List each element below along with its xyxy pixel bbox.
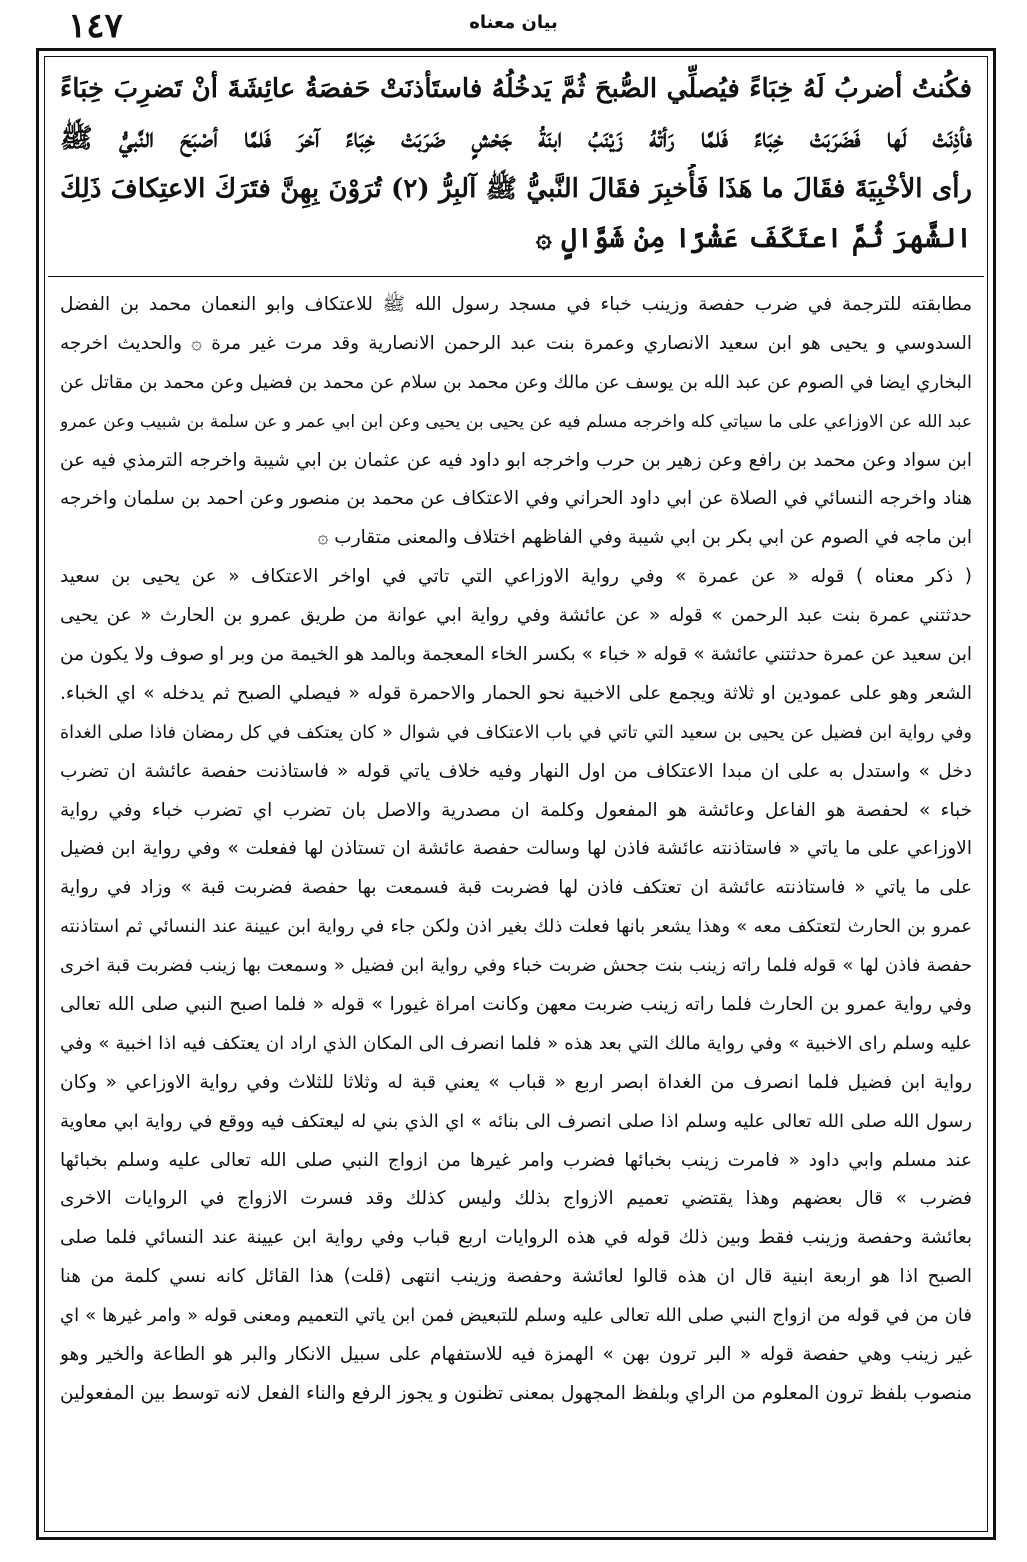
commentary-line: ( ذكر معناه ) قوله « عن عمرة » وفي رواية الاوزاعي التي تاتي في اواخر الاعتكاف « عن يحيى بن سعيد <box>60 566 972 588</box>
hadith-line: الشَّهرَ ثُمَّ اعتَكَفَ عَشْرًا مِنْ شَوَّالٍ ۞ <box>535 223 972 254</box>
hadith-line: فكُنتُ أضربُ لَهُ خِبَاءً فيُصلِّي الصُّبحَ ثُمَّ يَدخُلُهُ فاستَأذنَتْ حَفصَةُ عائِشَةَ أنْ تَضرِبَ خِبَاءً <box>60 74 972 104</box>
commentary-line: وفي رواية عمرو بن الحارث فلما راته زينب ضربت معهن وكانت امراة غيورا » قوله « فلما اصبح النبي صلى الله تعالى <box>60 994 972 1016</box>
commentary-line: الشعر وهو على عمودين او ثلاثة ويجمع على الاخبية نحو الحمار والاحمرة قوله « فيصلي الصبح ثم يدخله » اي الخباء. <box>60 682 972 704</box>
commentary-line: عليه وسلم راى الاخبية » وفي رواية مالك التي بعد هذه « فلما انصرف الى المكان الذي اراد ان يعتكف فيه اذا اخبية » وفي <box>60 1032 972 1054</box>
commentary-line: رواية ابن فضيل فلما انصرف من الغداة ابصر اربع « قباب » يعني قبة له وثلاثا للثلاث وفي رواية الاوزاعي « وكان <box>60 1071 972 1093</box>
commentary-line: عبد الله عن الاوزاعي على ما سياتي كله واخرجه مسلم فيه عن يحيى بن يحيى وعن ابن ابي عمر و عن سلمة بن شبيب وعن عمرو <box>60 411 972 432</box>
commentary-line: دخل » واستدل به على ان مبدا الاعتكاف من اول النهار وفيه خلاف ياتي قوله « فاستاذنت حفصة عائشة ان تضرب <box>60 760 972 782</box>
commentary-line: غير زينب وهي حفصة قوله « البر ترون بهن » الهمزة فيه للاستفهام على سبيل الانكار والبر هو الطاعة والخير وهو <box>60 1344 972 1366</box>
commentary-line: عمرو بن الحارث لتعتكف معه » وهذا يشعر بانها فعلت ذلك بغير اذن ولكن جاء في رواية ابن عيينة عند النسائي ثم استاذنته <box>60 916 972 938</box>
running-head: بیان معناه <box>469 12 558 33</box>
commentary-line: منصوب بلفظ ترون المعلوم من الراي وبلفظ المجهول بمعنى تظنون و يجوز الرفع والناء الفعل لانه توسط بين المفعولين <box>60 1382 972 1404</box>
commentary-line: رسول الله صلى الله تعالى عليه وسلم اذا صلى انصرف الى بنائه » اي الذي بني له ليعتكف فيه ووقع في رواية ابي معاوية <box>60 1110 972 1132</box>
commentary-text <box>60 286 972 1414</box>
commentary-line: ابن ماجه في الصوم عن ابي بكر بن ابي شيبة وفي الفاظهم اختلاف والمعنى متقارب ۞ <box>317 527 972 549</box>
commentary-line: الصبح اذا هو اربعة ابنية قال ان هذه قالوا لعائشة وحفصة وزينب انتهى (قلت) هذا القائل كانه نسي كلمة من هنا <box>60 1266 972 1288</box>
commentary-line: على ما ياتي « فاستاذنته عائشة ان تعتكف فاذن لها فضربت قبة فسمعت بها حفصة فضربت قبة » وزاد في رواية <box>60 877 972 899</box>
commentary-line: البخاري ايضا في الصوم عن عبد الله بن يوسف عن مالك وعن محمد بن سلام عن محمد بن فضيل وعن محمد بن مقاتل عن <box>60 371 972 393</box>
commentary-line: فضرب » قال بعضهم وهذا يقتضي تعميم الازواج بذلك وليس كذلك وقد فسرت الازواج في الروايات الاخرى <box>60 1188 972 1210</box>
commentary-line: عند مسلم وابي داود « فامرت زينب بخبائها فضرب وامر غيرها من ازواج النبي صلى الله تعالى عليه وسلم بخبائها <box>60 1149 972 1171</box>
commentary-line: السدوسي و يحيى هو ابن سعيد الانصاري وعمرة بنت عبد الرحمن الانصارية وقد مرت غير مرة ۞ والحديث اخرجه <box>60 332 972 354</box>
commentary-line: وفي رواية ابن فضيل عن يحيى بن سعيد التي تاتي في باب الاعتكاف في شوال « كان يعتكف في كل رمضان فاذا صلى الغداة <box>60 722 972 743</box>
commentary-line: ابن سواد وعن محمد بن رافع وعن زهير بن حرب واخرجه ابو داود فيه عن عثمان بن ابي شيبة واخرجه الترمذي فيه عن <box>60 449 972 471</box>
hadith-line: رأى الأخْبِيَةَ فقَالَ ما هَذَا فَأُخبِرَ فقَالَ النَّبيُّ ﷺ آلبِرُّ (٢) تُرَوْنَ بِهِنَّ فتَرَكَ الاعتِكافَ ذَلِكَ <box>60 174 972 204</box>
commentary-line: الاوزاعي على ما ياتي « فاستاذنته عائشة فاذن لها وسالت حفصة عائشة ان تستاذن لها ففعلت » وفي رواية ابن فضيل <box>60 838 972 860</box>
page-number: ١٤٧ <box>68 6 123 46</box>
commentary-line: فان من في قوله من ازواج النبي صلى الله تعالى عليه وسلم للتبعيض فمن ابن ياتي التعميم ومعنى قوله « وامر غيرها » اي <box>60 1305 972 1327</box>
commentary-line: مطابقته للترجمة في ضرب حفصة وزينب خباء في مسجد رسول الله ﷺ للاعتكاف وابو النعمان محمد بن الفضل <box>60 294 972 315</box>
commentary-line: ابن سعيد عن عمرة حدثتني عائشة » قوله « خباء » بكسر الخاء المعجمة وبالمد هو الخيمة من وبر او صوف ولا يكون من <box>60 644 972 666</box>
commentary-line: حدثتني عمرة بنت عبد الرحمن » قوله « عن عائشة وفي رواية ابي عوانة من طريق عمرو بن الحارث « عن يحيى <box>60 605 972 627</box>
commentary-line: هناد واخرجه النسائي في الصلاة عن ابي داود الحراني وفي الاعتكاف عن محمد بن منصور وعن احمد بن سلمان واخرجه <box>60 488 972 510</box>
hadith-line: فأذِنَتْ لَها فَضَرَبَتْ خِبَاءً فَلمَّا رَأتْهُ زَيْنَبُ ابنَةُ جَحْشٍ ضَرَبَتْ خِبَاءً آخرَ فَلمَّا أصْبَحَ النَّبيُّ ﷺ <box>60 123 972 154</box>
commentary-line: حفصة فاذن لها » قوله فلما راته زينب بنت جحش ضربت خباء وفي رواية ابن فضيل « وسمعت بها زينب فضربت قبة اخرى <box>60 955 972 977</box>
commentary-line: خباء » لحفصة هو الفاعل وعائشة هو المفعول وكلمة ان مصدرية والاصل بان تضرب اي تضرب خباء وفي رواية <box>60 799 972 821</box>
commentary-line: بعائشة وحفصة وزينب فقط وبين ذلك قوله في هذه الروايات اربع قباب وفي رواية ابن عيينة عند النسائي فلما صلى <box>60 1227 972 1249</box>
hadith-text <box>60 64 972 264</box>
section-divider <box>48 276 984 277</box>
